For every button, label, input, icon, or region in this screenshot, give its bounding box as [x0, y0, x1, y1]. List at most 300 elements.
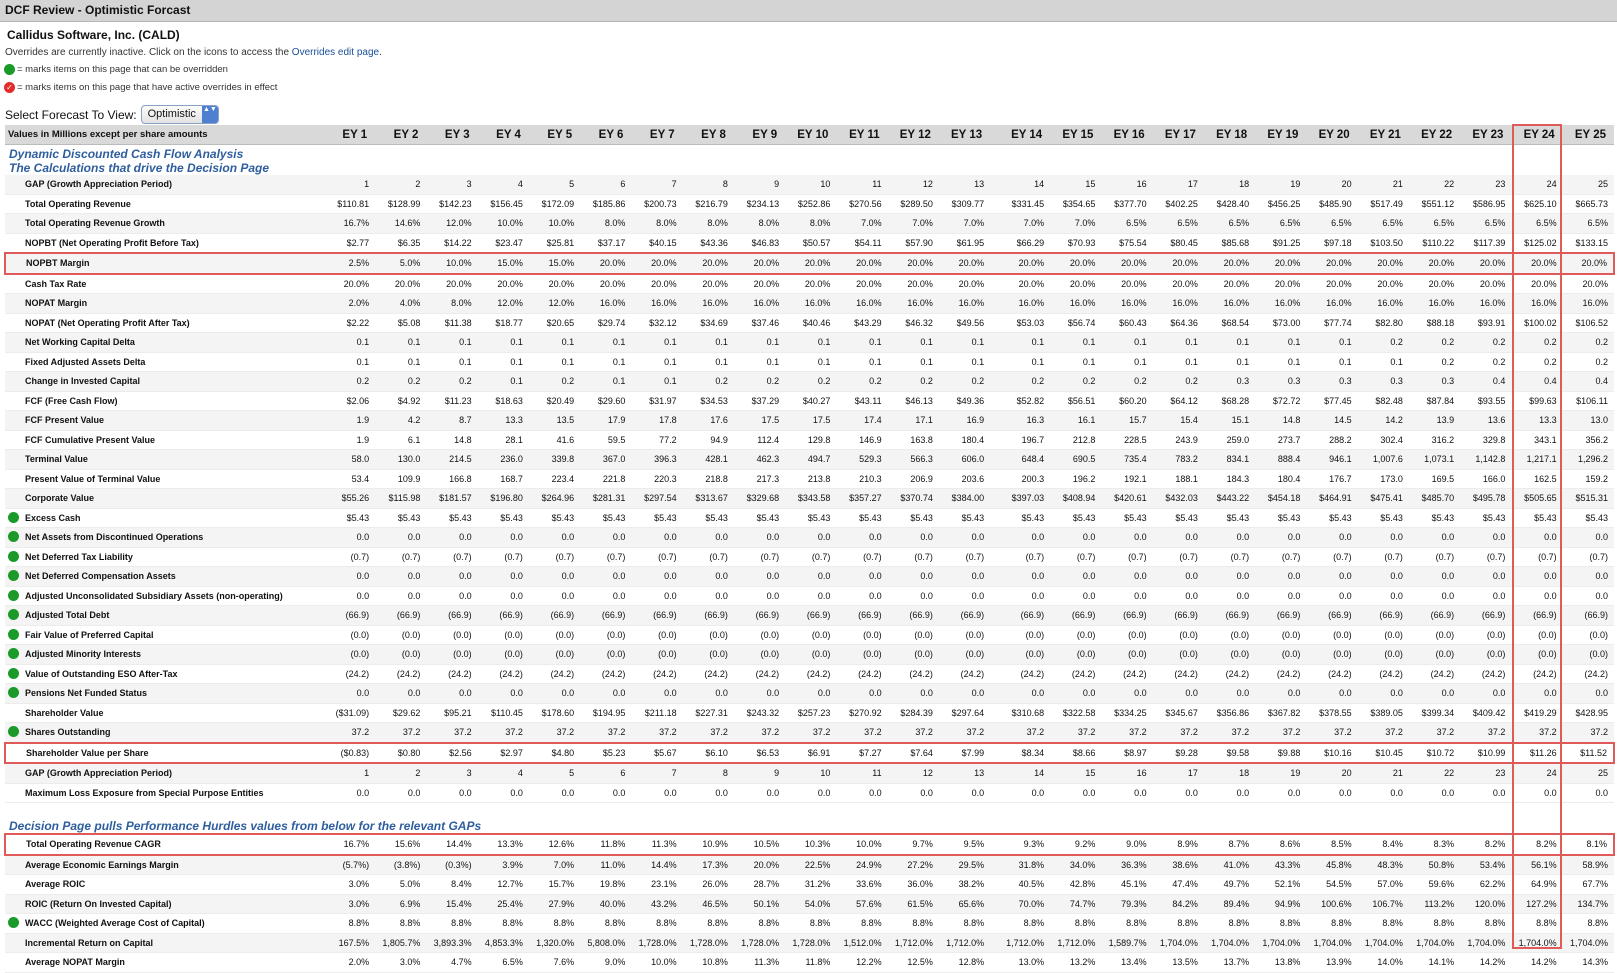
value-cell: $454.18	[1255, 489, 1306, 509]
value-cell: 15.1	[1204, 411, 1255, 431]
value-cell: 0.0	[734, 586, 785, 606]
value-cell: 8.8%	[836, 914, 887, 934]
value-cell: (0.7)	[631, 547, 682, 567]
value-cell: 9.2%	[1050, 834, 1101, 855]
value-cell: 163.8	[888, 430, 939, 450]
value-cell: $40.27	[785, 391, 836, 411]
value-cell: 15	[1050, 175, 1101, 194]
value-cell: 52.1%	[1255, 875, 1306, 895]
override-dot-icon[interactable]	[8, 917, 19, 928]
value-cell: 94.9%	[1255, 894, 1306, 914]
value-cell: $60.20	[1101, 391, 1152, 411]
value-cell: (0.0)	[734, 645, 785, 665]
value-cell: (0.0)	[324, 645, 375, 665]
value-cell: $5.43	[1101, 508, 1152, 528]
overrides-edit-link[interactable]: Overrides edit page	[291, 47, 380, 58]
value-cell: 7.0%	[529, 855, 580, 875]
value-cell: 1,704.0%	[1358, 933, 1409, 953]
value-cell: 6.1	[375, 430, 426, 450]
value-cell: $11.26	[1511, 743, 1562, 764]
table-row	[5, 194, 1614, 214]
value-cell: 37.2	[1306, 723, 1357, 743]
value-cell: $2.77	[324, 233, 375, 253]
value-cell: 0.0	[1511, 684, 1562, 704]
row-label-text: Shareholder Value	[25, 707, 104, 718]
year-header: EY 4	[478, 125, 529, 145]
row-label	[5, 703, 324, 723]
value-cell: 0.0	[426, 684, 477, 704]
value-cell: 0.0	[1101, 528, 1152, 548]
value-cell: 0.1	[529, 352, 580, 372]
value-cell: 18	[1204, 175, 1255, 194]
override-dot-icon[interactable]	[8, 629, 19, 640]
value-cell: $5.43	[1204, 508, 1255, 528]
value-cell: (0.7)	[580, 547, 631, 567]
value-cell: 0.1	[426, 352, 477, 372]
value-cell: $5.43	[1153, 508, 1204, 528]
value-cell: ($0.83)	[324, 743, 375, 764]
value-cell: $6.53	[734, 743, 785, 764]
value-cell: 0.0	[785, 528, 836, 548]
value-cell: 0.0	[580, 528, 631, 548]
value-cell: 0.0	[1358, 586, 1409, 606]
value-cell: 0.2	[1050, 372, 1101, 392]
value-cell: 0.0	[734, 783, 785, 803]
value-cell: 259.0	[1204, 430, 1255, 450]
value-cell: 20.0%	[631, 274, 682, 294]
year-header: EY 19	[1255, 125, 1306, 145]
value-cell: $485.70	[1409, 489, 1460, 509]
value-cell: 0.0	[888, 528, 939, 548]
override-dot-icon[interactable]	[8, 668, 19, 679]
value-cell: (66.9)	[734, 606, 785, 626]
value-cell: 834.1	[1204, 450, 1255, 470]
forecast-selector-label: Select Forecast To View:	[5, 107, 137, 122]
value-cell: 16.1	[1050, 411, 1101, 431]
value-cell: 37.2	[990, 723, 1050, 743]
value-cell: 15.0%	[478, 253, 529, 274]
section-title-line: The Calculations that drive the Decision Page	[9, 161, 270, 175]
value-cell: 7.0%	[1050, 214, 1101, 234]
value-cell: (0.0)	[478, 645, 529, 665]
value-cell: 0.1	[1050, 352, 1101, 372]
value-cell: 0.1	[990, 352, 1050, 372]
year-header: EY 23	[1460, 125, 1511, 145]
value-cell: 0.0	[426, 567, 477, 587]
value-cell: $93.91	[1460, 313, 1511, 333]
value-cell: (66.9)	[939, 606, 990, 626]
value-cell: 14.0%	[1358, 953, 1409, 973]
value-cell: 24.9%	[836, 855, 887, 875]
override-dot-icon[interactable]	[8, 648, 19, 659]
value-cell: 0.1	[580, 333, 631, 353]
value-cell: 0.0	[1101, 783, 1152, 803]
value-cell: 196.7	[990, 430, 1050, 450]
table-row	[5, 645, 1614, 665]
value-cell: $5.43	[888, 508, 939, 528]
override-dot-icon[interactable]	[8, 687, 19, 698]
value-cell: (0.3%)	[426, 855, 477, 875]
value-cell: 12	[888, 763, 939, 783]
value-cell: (24.2)	[631, 664, 682, 684]
value-cell: 43.2%	[631, 894, 682, 914]
value-cell: 3	[426, 175, 477, 194]
value-cell: 0.0	[1101, 586, 1152, 606]
value-cell: 127.2%	[1511, 894, 1562, 914]
table-row	[5, 703, 1614, 723]
year-header: EY 16	[1101, 125, 1152, 145]
row-label-text: Net Working Capital Delta	[25, 337, 135, 348]
company-name: Callidus Software, Inc. (CALD)	[7, 28, 180, 42]
value-cell: 176.7	[1306, 469, 1357, 489]
value-cell: 8.8%	[529, 914, 580, 934]
row-label-text: Adjusted Unconsolidated Subsidiary Assets (non-operating)	[25, 590, 283, 601]
forecast-select-value: Optimistic	[147, 108, 196, 120]
value-cell: 10	[785, 175, 836, 194]
value-cell: $29.62	[375, 703, 426, 723]
value-cell: (0.0)	[1255, 645, 1306, 665]
value-cell: 8.8%	[1050, 914, 1101, 934]
row-label-text: Adjusted Total Debt	[25, 610, 110, 621]
spacer-cell	[5, 803, 1614, 816]
value-cell: 20.0%	[1050, 253, 1101, 274]
value-cell: 37.2	[1050, 723, 1101, 743]
row-label	[5, 953, 324, 973]
value-cell: 20.0%	[734, 274, 785, 294]
override-dot-icon[interactable]	[8, 590, 19, 601]
value-cell: 120.0%	[1460, 894, 1511, 914]
value-cell: 26.0%	[683, 875, 734, 895]
value-cell: (24.2)	[1511, 664, 1562, 684]
value-cell: $106.11	[1563, 391, 1614, 411]
value-cell: 54.0%	[785, 894, 836, 914]
value-cell: 28.7%	[734, 875, 785, 895]
value-cell: 0.2	[1153, 372, 1204, 392]
value-cell: (0.0)	[478, 625, 529, 645]
value-cell: 8.5%	[1306, 834, 1357, 855]
override-dot-icon[interactable]	[8, 531, 19, 542]
row-label-text: Corporate Value	[25, 493, 95, 504]
value-cell: 8.8%	[734, 914, 785, 934]
value-cell: 16.0%	[1101, 294, 1152, 314]
value-cell: 0.1	[1255, 352, 1306, 372]
value-cell: 0.0	[939, 528, 990, 548]
value-cell: 20.0%	[990, 253, 1050, 274]
value-cell: 0.0	[1460, 684, 1511, 704]
value-cell: 13.2%	[1050, 953, 1101, 973]
value-cell: $37.46	[734, 313, 785, 333]
value-cell: 0.2	[324, 372, 375, 392]
value-cell: 15.0%	[529, 253, 580, 274]
value-cell: 27.9%	[529, 894, 580, 914]
value-cell: $345.67	[1153, 703, 1204, 723]
value-cell: 783.2	[1153, 450, 1204, 470]
value-cell: 2	[375, 175, 426, 194]
value-cell: 0.0	[1050, 684, 1101, 704]
value-cell: 14.8	[426, 430, 477, 450]
value-cell: 0.1	[1255, 333, 1306, 353]
value-cell: 8.3%	[1409, 834, 1460, 855]
value-cell: 0.3	[1204, 372, 1255, 392]
value-cell: 5.0%	[375, 875, 426, 895]
value-cell: 20.0%	[1460, 253, 1511, 274]
value-cell: 6.5%	[1511, 214, 1562, 234]
value-cell: $18.63	[478, 391, 529, 411]
value-cell: 15.6%	[375, 834, 426, 855]
value-cell: 8.8%	[888, 914, 939, 934]
value-cell: 0.0	[888, 567, 939, 587]
value-cell: 20.0%	[1409, 253, 1460, 274]
value-cell: 17	[1153, 175, 1204, 194]
value-cell: 0.0	[1050, 783, 1101, 803]
section-header-row	[5, 815, 1614, 834]
value-cell: 0.0	[1204, 586, 1255, 606]
value-cell: 89.4%	[1204, 894, 1255, 914]
value-cell: 0.0	[734, 528, 785, 548]
value-cell: 0.0	[683, 528, 734, 548]
value-cell: 0.0	[324, 586, 375, 606]
value-cell: 8.2%	[1460, 834, 1511, 855]
row-label-text: Total Operating Revenue	[25, 198, 131, 209]
value-cell: 1.9	[324, 430, 375, 450]
override-dot-icon[interactable]	[8, 570, 19, 581]
value-cell: (0.0)	[375, 625, 426, 645]
value-cell: 8.4%	[426, 875, 477, 895]
table-row	[5, 508, 1614, 528]
year-header: EY 6	[580, 125, 631, 145]
value-cell: 19.8%	[580, 875, 631, 895]
value-cell: (0.7)	[1460, 547, 1511, 567]
value-cell: (0.7)	[426, 547, 477, 567]
value-cell: $5.43	[529, 508, 580, 528]
value-cell: $77.74	[1306, 313, 1357, 333]
value-cell: (0.0)	[580, 645, 631, 665]
override-dot-icon[interactable]	[8, 551, 19, 562]
row-label	[5, 743, 324, 764]
value-cell: 0.0	[785, 567, 836, 587]
value-cell: $5.43	[1563, 508, 1614, 528]
value-cell: 0.3	[1409, 372, 1460, 392]
value-cell: $85.68	[1204, 233, 1255, 253]
value-cell: 14.8	[1255, 411, 1306, 431]
value-cell: (66.9)	[683, 606, 734, 626]
value-cell: 37.2	[1409, 723, 1460, 743]
value-cell: $49.36	[939, 391, 990, 411]
value-cell: 31.2%	[785, 875, 836, 895]
row-label	[5, 664, 324, 684]
value-cell: 13.5	[529, 411, 580, 431]
value-cell: 37.2	[1358, 723, 1409, 743]
value-cell: 0.0	[683, 567, 734, 587]
value-cell: 20.0%	[939, 253, 990, 274]
value-cell: 166.8	[426, 469, 477, 489]
value-cell: 8.8%	[375, 914, 426, 934]
row-label-text: Net Deferred Compensation Assets	[25, 571, 176, 582]
value-cell: 10.0%	[529, 214, 580, 234]
value-cell: (24.2)	[529, 664, 580, 684]
year-header: EY 8	[683, 125, 734, 145]
value-cell: $270.56	[836, 194, 887, 214]
value-cell: $551.12	[1409, 194, 1460, 214]
value-cell: 888.4	[1255, 450, 1306, 470]
value-cell: $73.00	[1255, 313, 1306, 333]
value-cell: $297.54	[631, 489, 682, 509]
year-header: EY 14	[990, 125, 1050, 145]
value-cell: 14.4%	[631, 855, 682, 875]
value-cell: $234.13	[734, 194, 785, 214]
value-cell: 0.1	[785, 352, 836, 372]
table-row	[5, 586, 1614, 606]
year-header: EY 21	[1358, 125, 1409, 145]
value-cell: $46.83	[734, 233, 785, 253]
value-cell: 37.2	[426, 723, 477, 743]
table-row	[5, 763, 1614, 783]
value-cell: $356.86	[1204, 703, 1255, 723]
value-cell: 56.1%	[1511, 855, 1562, 875]
table-row	[5, 743, 1614, 764]
value-cell: 22	[1409, 175, 1460, 194]
value-cell: 2.5%	[324, 253, 375, 274]
value-cell: 16.0%	[734, 294, 785, 314]
value-cell: 0.0	[1563, 684, 1614, 704]
value-cell: 29.5%	[939, 855, 990, 875]
value-cell: 9.5%	[939, 834, 990, 855]
override-dot-icon[interactable]	[8, 609, 19, 620]
override-dot-icon[interactable]	[8, 726, 19, 737]
value-cell: 130.0	[375, 450, 426, 470]
value-cell: 0.4	[1511, 372, 1562, 392]
value-cell: 0.0	[836, 528, 887, 548]
value-cell: $322.58	[1050, 703, 1101, 723]
value-cell: 0.0	[631, 586, 682, 606]
forecast-select[interactable]	[141, 105, 219, 124]
value-cell: (0.7)	[683, 547, 734, 567]
row-label	[5, 372, 324, 392]
value-cell: 0.0	[1153, 528, 1204, 548]
value-cell: 0.0	[1204, 567, 1255, 587]
value-cell: 0.2	[1563, 333, 1614, 353]
value-cell: 0.0	[631, 567, 682, 587]
value-cell: (0.0)	[1306, 625, 1357, 645]
value-cell: 1,704.0%	[1306, 933, 1357, 953]
value-cell: 46.5%	[683, 894, 734, 914]
row-label-text: Value of Outstanding ESO After-Tax	[25, 668, 178, 679]
value-cell: 203.6	[939, 469, 990, 489]
value-cell: 0.0	[324, 684, 375, 704]
value-cell: 6.5%	[1460, 214, 1511, 234]
value-cell: 0.0	[1255, 586, 1306, 606]
overrides-note	[5, 47, 382, 58]
value-cell: 0.2	[1409, 333, 1460, 353]
value-cell: $5.23	[580, 743, 631, 764]
value-cell: 6.5%	[1101, 214, 1152, 234]
value-cell: (66.9)	[324, 606, 375, 626]
value-cell: 16.0%	[1153, 294, 1204, 314]
row-label	[5, 684, 324, 704]
row-label	[5, 430, 324, 450]
value-cell: 8.8%	[478, 914, 529, 934]
value-cell: 16.0%	[1460, 294, 1511, 314]
value-cell: $6.91	[785, 743, 836, 764]
value-cell: 38.2%	[939, 875, 990, 895]
value-cell: 20	[1306, 763, 1357, 783]
value-cell: (0.0)	[1306, 645, 1357, 665]
value-cell: (66.9)	[1255, 606, 1306, 626]
value-cell: 20	[1306, 175, 1357, 194]
value-cell: $97.18	[1306, 233, 1357, 253]
value-cell: (5.7%)	[324, 855, 375, 875]
table-row	[5, 294, 1614, 314]
value-cell: 0.0	[939, 684, 990, 704]
value-cell: (66.9)	[1101, 606, 1152, 626]
value-cell: 22	[1409, 763, 1460, 783]
value-cell: 0.4	[1460, 372, 1511, 392]
legend-green-text: = marks items on this page that can be overridden	[17, 64, 228, 75]
value-cell: 37.2	[1204, 723, 1255, 743]
value-cell: 0.2	[1511, 352, 1562, 372]
value-cell: $75.54	[1101, 233, 1152, 253]
value-cell: 12.2%	[836, 953, 887, 973]
value-cell: 20.0%	[785, 274, 836, 294]
value-cell: 20.0%	[1050, 274, 1101, 294]
value-cell: 0.0	[478, 567, 529, 587]
value-cell: 1,728.0%	[734, 933, 785, 953]
value-cell: (0.0)	[990, 645, 1050, 665]
value-cell: 67.7%	[1563, 875, 1614, 895]
value-cell: 0.0	[990, 783, 1050, 803]
value-cell: 0.0	[529, 528, 580, 548]
value-cell: $4.80	[529, 743, 580, 764]
value-cell: 6.5%	[1255, 214, 1306, 234]
value-cell: 37.2	[580, 723, 631, 743]
value-cell: (0.7)	[324, 547, 375, 567]
value-cell: 4	[478, 175, 529, 194]
dcf-table	[4, 125, 1615, 973]
value-cell: 0.0	[1306, 528, 1357, 548]
value-cell: $5.43	[324, 508, 375, 528]
value-cell: 0.2	[785, 372, 836, 392]
value-cell: 14.1%	[1409, 953, 1460, 973]
value-cell: 8.8%	[990, 914, 1050, 934]
value-cell: 0.0	[426, 586, 477, 606]
value-cell: 192.1	[1101, 469, 1152, 489]
value-cell: 316.2	[1409, 430, 1460, 450]
value-cell: 9	[734, 763, 785, 783]
value-cell: $72.72	[1255, 391, 1306, 411]
value-cell: 8.8%	[426, 914, 477, 934]
value-cell: 79.3%	[1101, 894, 1152, 914]
value-cell: 0.0	[990, 528, 1050, 548]
value-cell: 0.1	[631, 352, 682, 372]
value-cell: $14.22	[426, 233, 477, 253]
value-cell: (0.7)	[1101, 547, 1152, 567]
value-cell: 1,728.0%	[631, 933, 682, 953]
value-cell: 0.0	[580, 684, 631, 704]
value-cell: $95.21	[426, 703, 477, 723]
value-cell: 33.6%	[836, 875, 887, 895]
value-cell: $211.18	[631, 703, 682, 723]
value-cell: 946.1	[1306, 450, 1357, 470]
value-cell: $5.43	[836, 508, 887, 528]
value-cell: (24.2)	[1050, 664, 1101, 684]
override-dot-icon[interactable]	[8, 512, 19, 523]
value-cell: 9.0%	[580, 953, 631, 973]
value-cell: 0.1	[683, 333, 734, 353]
value-cell: (0.7)	[990, 547, 1050, 567]
value-cell: 27.2%	[888, 855, 939, 875]
value-cell: (0.0)	[785, 625, 836, 645]
value-cell: $80.45	[1153, 233, 1204, 253]
